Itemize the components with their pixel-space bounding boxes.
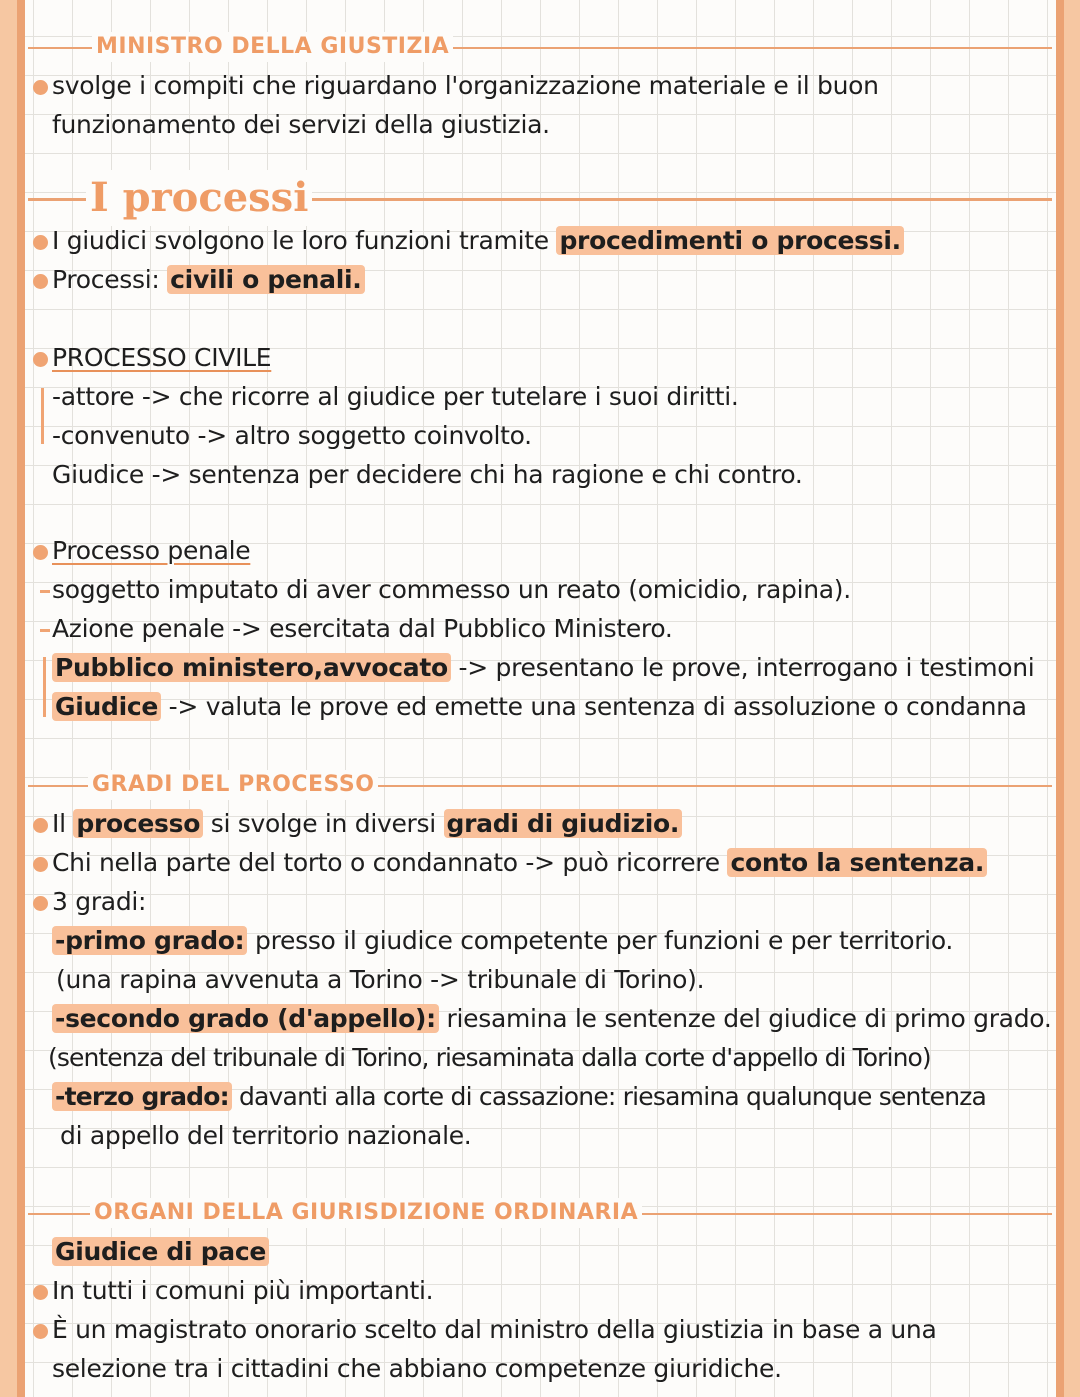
bullet-dot [33,235,48,250]
text: presso il giudice competente per funzioni e per territorio. [247,926,954,955]
grado-1-example: (una rapina avvenuta a Torino -> tribunale di Torino). [56,965,705,994]
penale-line-2: Azione penale -> esercitata dal Pubblico Ministero. [52,614,673,643]
penale-line-3 [52,652,1034,684]
bullet-dot [33,80,48,95]
highlight: Giudice di pace [52,1237,269,1266]
text: -> valuta le prove ed emette una sentenza di assoluzione o condanna [161,692,1027,721]
bullet-dot [33,352,48,367]
organi-line-2: È un magistrato onorario scelto dal ministro della giustizia in base a una [52,1315,937,1344]
left-margin-border [0,0,25,1397]
highlight: gradi di giudizio. [444,809,683,838]
processi-line-2 [52,264,365,296]
section-processi [28,170,1052,226]
text: si svolge in diversi [203,809,444,838]
grado-3-example: di appello del territorio nazionale. [60,1121,472,1150]
bullet-dot [33,545,48,560]
civile-line-1: -attore -> che ricorre al giudice per tutelare i suoi diritti. [52,382,739,411]
section-ministro [28,32,1052,62]
highlight: civili o penali. [167,265,364,294]
penale-line-1: soggetto imputato di aver commesso un reato (omicidio, rapina). [52,575,851,604]
right-margin-border [1056,0,1080,1397]
highlight: conto la sentenza. [727,848,987,877]
gradi-line-3: 3 gradi: [52,887,147,916]
grado-2 [52,1003,1051,1035]
highlight: Giudice [52,692,161,721]
text: Il [52,809,74,838]
dash-marker [40,629,50,632]
grado-3 [52,1081,986,1113]
grado-1 [52,925,953,957]
ministro-line-2: funzionamento dei servizi della giustizia. [52,110,550,139]
text: Chi nella parte del torto o condannato -> può ricorrere [52,848,728,877]
bullet-dot [33,1285,48,1300]
section-title: MINISTRO DELLA GIUSTIZIA [92,32,453,62]
grado-2-example: (sentenza del tribunale di Torino, riesaminata dalla corte d'appello di Torino) [48,1043,931,1072]
bracket-bar [43,657,46,717]
processi-line-1 [52,225,904,257]
civile-line-2: -convenuto -> altro soggetto coinvolto. [52,421,532,450]
text: riesamina le sentenze del giudice di primo grado. [438,1004,1052,1033]
bracket-bar [41,388,44,444]
text: I giudici svolgono le loro funzioni tramite [52,226,557,255]
ministro-line-1: svolge i compiti che riguardano l'organizzazione materiale e il buon [52,71,879,100]
highlight: processo [73,809,203,838]
gradi-line-2 [52,847,987,879]
section-organi [28,1198,1052,1228]
organi-line-1: In tutti i comuni più importanti. [52,1276,434,1305]
bullet-dot [33,274,48,289]
gradi-line-1 [52,808,682,840]
bullet-dot [33,896,48,911]
organi-line-3: selezione tra i cittadini che abbiano competenze giuridiche. [52,1354,782,1383]
section-gradi [28,770,1052,800]
organi-title [52,1236,269,1268]
highlight: procedimenti o processi. [556,226,903,255]
penale-line-4 [52,691,1027,723]
text: Processi: [52,265,168,294]
text: -> presentano le prove, interrogano i testimoni [450,653,1035,682]
bullet-dot [33,818,48,833]
civile-line-3: Giudice -> sentenza per decidere chi ha ragione e chi contro. [52,460,803,489]
highlight: -primo grado: [52,926,247,955]
penale-title: Processo penale [52,536,251,565]
civile-title: PROCESSO CIVILE [52,343,272,372]
dash-marker [40,590,50,593]
highlight: -secondo grado (d'appello): [52,1004,439,1033]
section-title: ORGANI DELLA GIURISDIZIONE ORDINARIA [90,1198,642,1228]
bullet-dot [33,1324,48,1339]
text: davanti alla corte di cassazione: riesamina qualunque sentenza [231,1082,987,1111]
bullet-dot [33,857,48,872]
highlight: Pubblico ministero,avvocato [52,653,451,682]
section-title: GRADI DEL PROCESSO [88,770,378,800]
highlight: -terzo grado: [52,1082,232,1111]
section-title: I processi [86,170,312,226]
